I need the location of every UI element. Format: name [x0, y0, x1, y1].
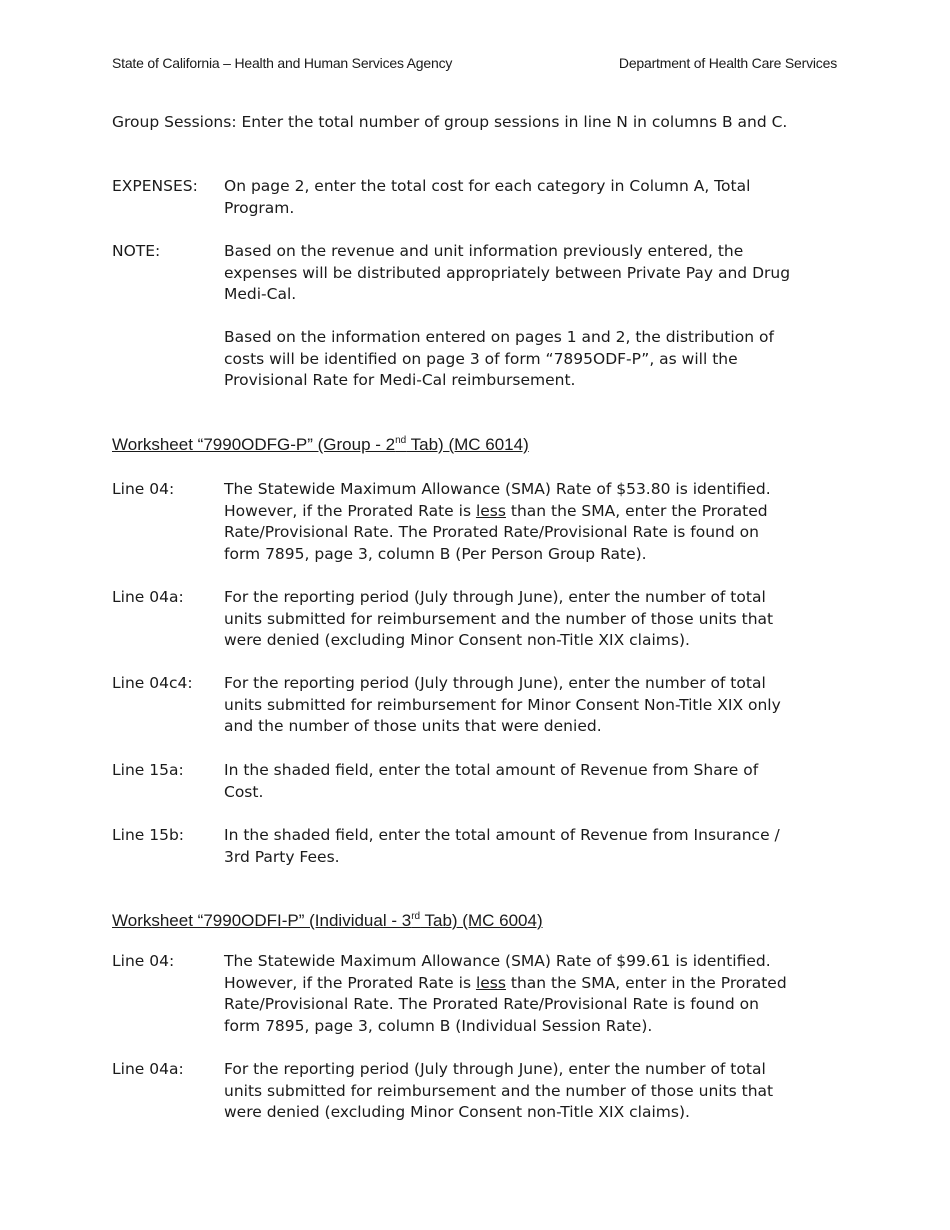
text-line: For the reporting period (July through June), enter the number of total	[224, 1060, 766, 1078]
group-line04c4-text	[224, 673, 844, 738]
individual-line04a-text	[224, 1059, 844, 1124]
individual-line04-text	[224, 951, 844, 1037]
group-line04a-text	[224, 587, 844, 652]
ordinal-suffix: nd	[395, 435, 407, 446]
header-department: Department of Health Care Services	[618, 55, 837, 71]
text-line: form 7895, page 3, column B (Per Person Group Rate).	[224, 544, 647, 563]
group-line15a-label: Line 15a:	[112, 761, 184, 779]
text-line: units submitted for reimbursement and the number of those units that	[224, 1081, 774, 1100]
individual-line04a-label: Line 04a:	[112, 1060, 184, 1078]
ordinal-suffix: rd	[411, 911, 421, 922]
emphasis-less: less	[475, 973, 506, 992]
header-agency: State of California – Health and Human Services Agency	[112, 55, 453, 71]
text-line: Cost.	[224, 782, 264, 801]
note-paragraph-2	[224, 327, 844, 392]
text-line: units submitted for reimbursement and the number of those units that	[224, 609, 774, 628]
expenses-text	[224, 176, 844, 219]
note-paragraph-1	[224, 241, 844, 306]
emphasis-less: less	[475, 501, 506, 520]
text-line: However, if the Prorated Rate is less than the SMA, enter in the Prorated	[224, 973, 787, 992]
text-line: were denied (excluding Minor Consent non-Title XIX claims).	[224, 1103, 690, 1121]
text-line: Medi-Cal.	[224, 285, 297, 303]
group-line04c4-label: Line 04c4:	[112, 674, 193, 692]
individual-line04-label: Line 04:	[112, 952, 175, 970]
group-line04-label: Line 04:	[112, 480, 175, 498]
text-line: The Statewide Maximum Allowance (SMA) Rate of $99.61 is identified.	[224, 952, 771, 970]
text-line: Rate/Provisional Rate. The Prorated Rate/Provisional Rate is found on	[224, 995, 759, 1013]
group-line04-text	[224, 479, 844, 565]
text-line: 3rd Party Fees.	[224, 847, 340, 866]
text-line: units submitted for reimbursement for Minor Consent Non-Title XIX only	[224, 695, 781, 714]
note-label: NOTE:	[112, 242, 161, 260]
text-line: Based on the information entered on pages 1 and 2, the distribution of	[224, 328, 774, 346]
group-sessions-instruction: Group Sessions: Enter the total number of group sessions in line N in columns B and C.	[112, 113, 788, 131]
expenses-label: EXPENSES:	[112, 177, 198, 195]
text-line: were denied (excluding Minor Consent non-Title XIX claims).	[224, 631, 690, 649]
text-line: form 7895, page 3, column B (Individual Session Rate).	[224, 1016, 653, 1035]
text-line: For the reporting period (July through June), enter the number of total	[224, 674, 766, 692]
text-line: However, if the Prorated Rate is less than the SMA, enter the Prorated	[224, 501, 768, 520]
text-line: In the shaded field, enter the total amount of Revenue from Share of	[224, 761, 759, 779]
text-line: The Statewide Maximum Allowance (SMA) Rate of $53.80 is identified.	[224, 480, 771, 498]
group-line15a-text	[224, 760, 844, 803]
text-line: Provisional Rate for Medi-Cal reimbursement.	[224, 371, 576, 389]
text-line: Program.	[224, 198, 295, 217]
text-line: Rate/Provisional Rate. The Prorated Rate/Provisional Rate is found on	[224, 523, 759, 541]
group-line04a-label: Line 04a:	[112, 588, 184, 606]
text-line: and the number of those units that were denied.	[224, 717, 602, 735]
worksheet-group-heading: Worksheet “7990ODFG-P” (Group - 2nd Tab) (MC 6014)	[112, 435, 529, 454]
group-line15b-label: Line 15b:	[112, 826, 185, 844]
text-line: Based on the revenue and unit information previously entered, the	[224, 242, 744, 260]
text-line: costs will be identified on page 3 of form “7895ODF-P”, as will the	[224, 349, 738, 368]
group-line15b-text	[224, 825, 844, 868]
text-line: For the reporting period (July through June), enter the number of total	[224, 588, 766, 606]
worksheet-individual-heading: Worksheet “7990ODFI-P” (Individual - 3rd Tab) (MC 6004)	[112, 911, 543, 930]
text-line: expenses will be distributed appropriately between Private Pay and Drug	[224, 263, 791, 282]
text-line: In the shaded field, enter the total amount of Revenue from Insurance /	[224, 826, 780, 844]
text-line: On page 2, enter the total cost for each category in Column A, Total	[224, 177, 751, 195]
